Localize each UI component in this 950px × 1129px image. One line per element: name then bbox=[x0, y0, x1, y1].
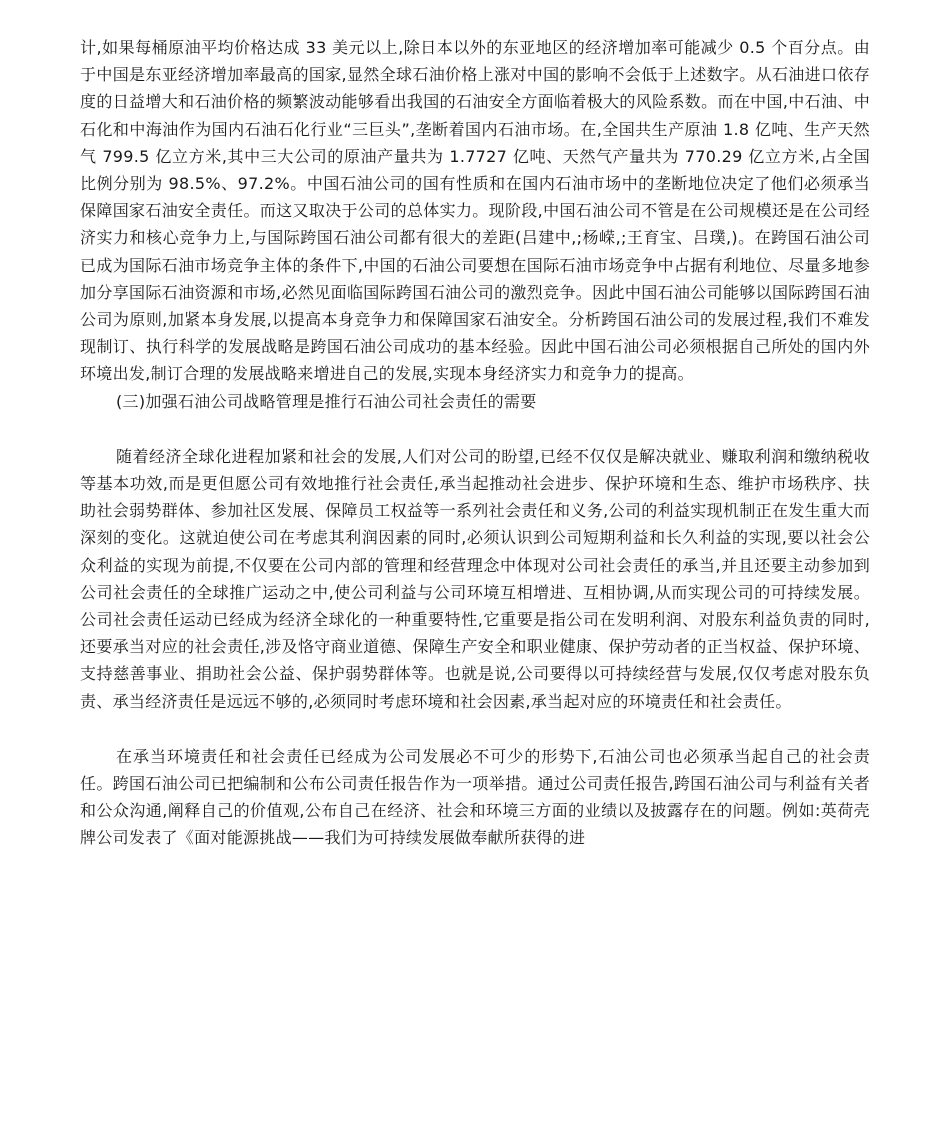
body-paragraph-oil-security: 计,如果每桶原油平均价格达成 33 美元以上,除日本以外的东亚地区的经济增加率可能减少 0.5 个百分点。由于中国是东亚经济增加率最高的国家,显然全球石油价格上涨对中国的影响不会低于上述数字。从石油进口依存度的日益增大和石油价格的频繁波动能够看出我国的石油安全方面临着极大的风险系数。而在中国,中石油、中石化和中海油作为国内石油石化行业“三巨头”,垄断着国内石油市场。在,全国共生产原油 1.8 亿吨、生产天然气 799.5 亿立方米,其中三大公司的原油产量共为 1.7727 亿吨、天然气产量共为 770.29 亿立方米,占全国比例分别为 98.5%、97.2%。中国石油公司的国有性质和在国内石油市场中的垄断地位决定了他们必须承当保障国家石油安全责任。而这又取决于公司的总体实力。现阶段,中国石油公司不管是在公司规模还是在公司经济实力和核心竞争力上,与国际跨国石油公司都有很大的差距(吕建中,;杨嵘,;王育宝、吕璞,)。在跨国石油公司已成为国际石油市场竞争主体的条件下,中国的石油公司要想在国际石油市场竞争中占据有利地位、尽量多地参加分享国际石油资源和市场,必然见面临国际跨国石油公司的激烈竞争。因此中国石油公司能够以国际跨国石油公司为原则,加紧本身发展,以提高本身竞争力和保障国家石油安全。分析跨国石油公司的发展过程,我们不难发现制订、执行科学的发展战略是跨国石油公司成功的基本经验。因此中国石油公司必须根据自己所处的国内外环境出发,制订合理的发展战略来增进自己的发展,实现本身经济实力和竞争力的提高。 bbox=[80, 38, 870, 384]
document-page bbox=[80, 34, 870, 852]
body-paragraph-social-responsibility: 随着经济全球化进程加紧和社会的发展,人们对公司的盼望,已经不仅仅是解决就业、赚取利润和缴纳税收等基本功效,而是更但愿公司有效地推行社会责任,承当起推动社会进步、保护环境和生态、维护市场秩序、扶助社会弱势群体、参加社区发展、保障员工权益等一系列社会责任和义务,公司的利益实现机制正在发生重大而深刻的变化。这就迫使公司在考虑其利润因素的同时,必须认识到公司短期利益和长久利益的实现,要以社会公众利益的实现为前提,不仅要在公司内部的管理和经营理念中体现对公司社会责任的承当,并且还要主动参加到公司社会责任的全球推广运动之中,使公司利益与公司环境互相增进、互相协调,从而实现公司的可持续发展。公司社会责任运动已经成为经济全球化的一种重要特性,它重要是指公司在发明利润、对股东利益负责的同时,还要承当对应的社会责任,涉及恪守商业道德、保障生产安全和职业健康、保护劳动者的正当权益、保护环境、支持慈善事业、捐助社会公益、保护弱势群体等。也就是说,公司要得以可持续经营与发展,仅仅考虑对股东负责、承当经济责任是远远不够的,必须同时考虑环境和社会因素,承当起对应的环境责任和社会责任。 bbox=[80, 446, 870, 711]
body-paragraph-corporate-report: 在承当环境责任和社会责任已经成为公司发展必不可少的形势下,石油公司也必须承当起自己的社会责任。跨国石油公司已把编制和公布公司责任报告作为一项举措。通过公司责任报告,跨国石油公司与利益有关者和公众沟通,阐释自己的价值观,公布自己在经济、社会和环境三方面的业绩以及披露存在的问题。例如:英荷壳牌公司发表了《面对能源挑战——我们为可持续发展做奉献所获得的进 bbox=[80, 746, 870, 848]
section-heading: (三)加强石油公司战略管理是推行石油公司社会责任的需要 bbox=[116, 391, 537, 411]
